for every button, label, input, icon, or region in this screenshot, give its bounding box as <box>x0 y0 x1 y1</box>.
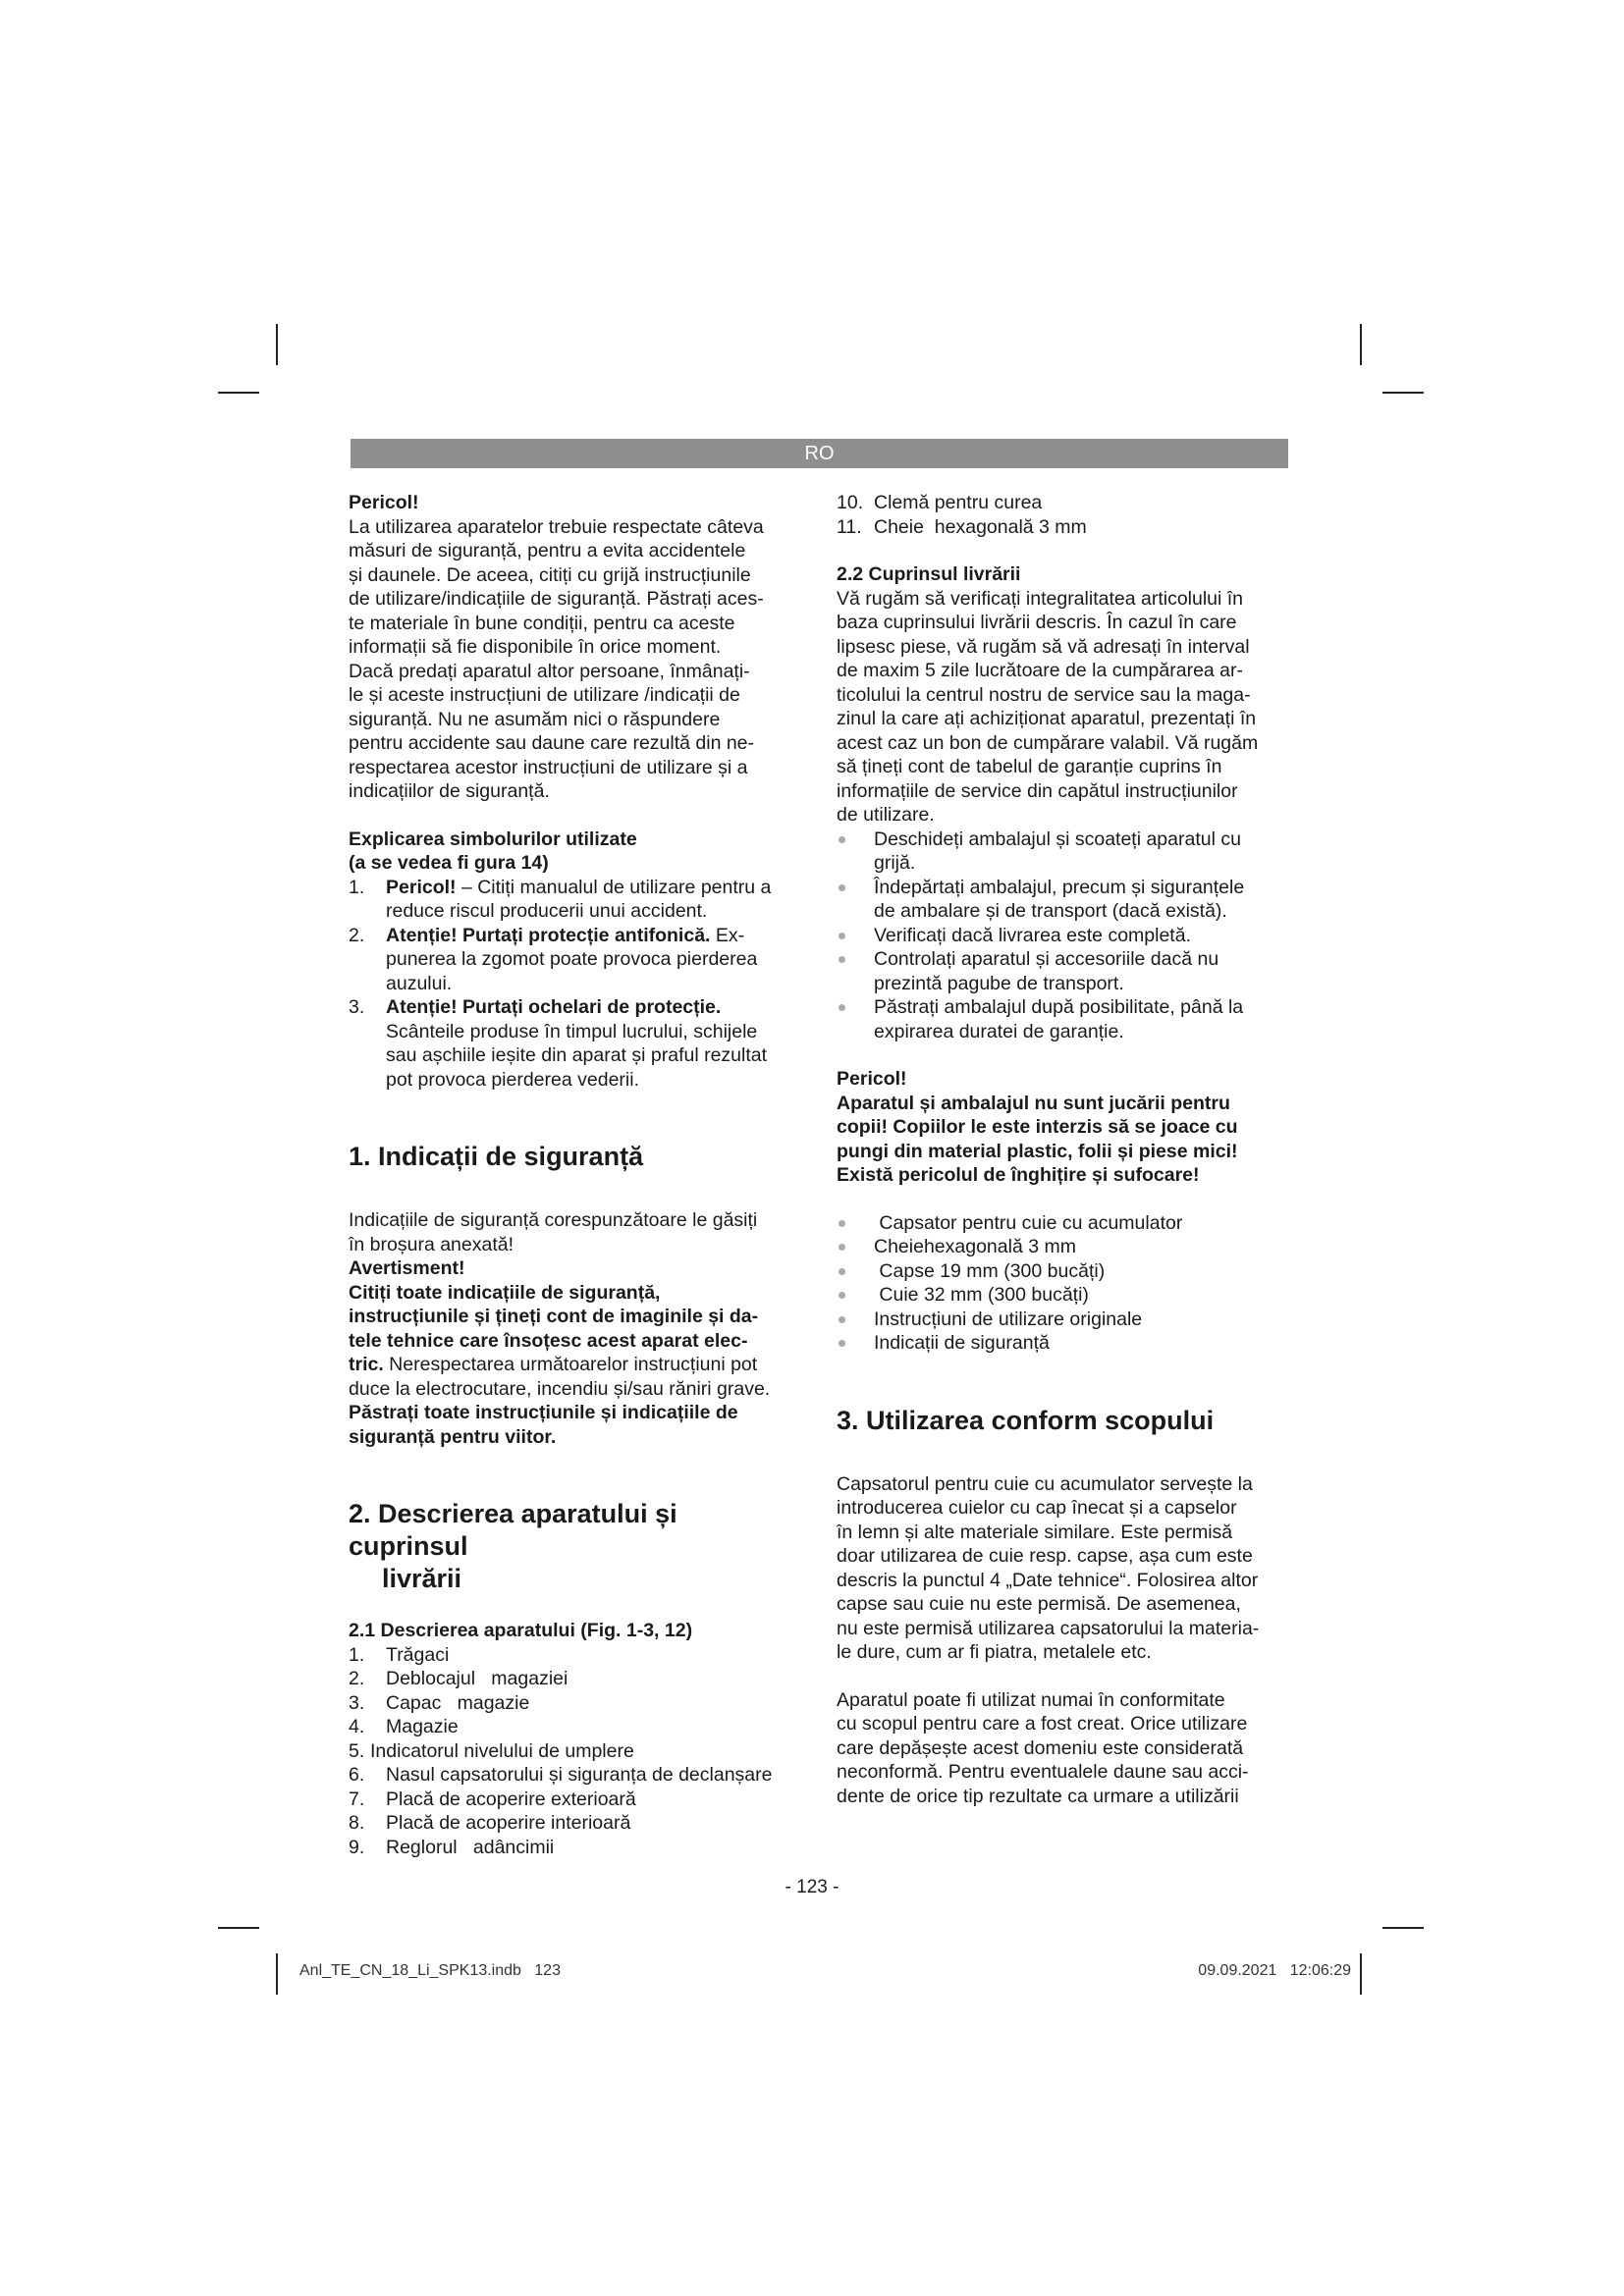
text-line: în broșura anexată! <box>349 1233 514 1255</box>
text-line: tele tehnice care însoțesc acest aparat elec- <box>349 1329 748 1352</box>
text-line: La utilizarea aparatelor trebuie respectate câteva <box>349 515 764 538</box>
text-line: Există pericolul de înghițire și sufocare! <box>837 1164 1200 1186</box>
text-line: le și aceste instrucțiuni de utilizare /indicații de <box>349 684 740 706</box>
part-label: Nasul capsatorului și siguranța de declanșare <box>386 1764 773 1786</box>
bullet-icon <box>839 1004 845 1011</box>
text-line: acest caz un bon de cumpărare valabil. Vă rugăm <box>837 731 1259 754</box>
symbols-list <box>349 876 800 1093</box>
pericol-paragraph <box>349 515 800 804</box>
avertisment-heading: Avertisment! <box>349 1257 465 1279</box>
delivery-paragraph <box>837 587 1288 828</box>
text-line: descris la punctul 4 „Date tehnice“. Folosirea altor <box>837 1569 1259 1591</box>
text-line: Vă rugăm să verificați integralitatea articolului în <box>837 587 1244 610</box>
list-item <box>349 1788 800 1812</box>
text-line: Deschideți ambalajul și scoateți aparatul cu <box>874 828 1241 850</box>
text-line: ticolului la centrul nostru de service sau la maga- <box>837 683 1251 706</box>
text-line: și daunele. De aceea, citiți cu grijă instrucțiunile <box>349 563 751 586</box>
text-line: Indicațiile de siguranță corespunzătoare le găsiți <box>349 1209 758 1231</box>
section-1-title: 1. Indicații de siguranță <box>349 1142 644 1171</box>
subsection-2-1-title: 2.1 Descrierea aparatului (Fig. 1-3, 12) <box>349 1620 693 1641</box>
text-line: Aparatul și ambalajul nu sunt jucării pentru <box>837 1092 1230 1114</box>
text-line: Păstrați toate instrucțiunile și indicațiile de <box>349 1402 738 1423</box>
list-item <box>349 995 800 1092</box>
text-line: neconformă. Pentru eventualele daune sau acci- <box>837 1761 1249 1783</box>
parts-list-continued <box>837 491 1288 539</box>
bullet-icon <box>839 1292 845 1299</box>
section-3-title: 3. Utilizarea conform scopului <box>837 1405 1215 1435</box>
part-label: Clemă pentru curea <box>874 492 1043 513</box>
text-line: lipsesc piese, vă rugăm să vă adresați în interval <box>837 635 1250 658</box>
list-item <box>349 1715 800 1739</box>
text-line: Citiți toate indicațiile de siguranță, <box>349 1281 661 1304</box>
list-item <box>349 876 800 924</box>
list-item <box>837 924 1288 948</box>
list-number: 9. <box>349 1836 365 1858</box>
text-line: sau așchiile ieșite din aparat și praful rezultat <box>386 1044 768 1066</box>
text-line: Îndepărtați ambalajul, precum și siguranțele <box>874 876 1245 898</box>
content-item-label: Indicații de siguranță <box>874 1332 1050 1354</box>
text-line: le dure, cum ar fi piatra, metalele etc. <box>837 1641 1152 1663</box>
parts-list <box>349 1643 800 1860</box>
list-item <box>837 1259 1288 1284</box>
part-label: Indicatorul nivelului de umplere <box>370 1739 634 1762</box>
contents-list <box>837 1211 1288 1356</box>
section-2-title <box>349 1498 800 1595</box>
text-line: reduce riscul producerii unui accident. <box>386 900 708 922</box>
part-label: Placă de acoperire interioară <box>386 1812 631 1834</box>
crop-mark <box>276 1953 278 1995</box>
text-line: baza cuprinsului livrării descris. În cazul în care <box>837 612 1237 633</box>
text-line: dente de orice tip rezultate ca urmare a utilizării <box>837 1785 1239 1807</box>
pericol-heading: Pericol! <box>349 492 419 513</box>
list-number: 8. <box>349 1812 365 1834</box>
text-line: siguranță. Nu ne asumăm nici o răspundere <box>349 708 721 730</box>
content-item-label: Cheiehexagonală 3 mm <box>874 1236 1076 1257</box>
text-line: respectarea acestor instrucțiuni de utilizare și a <box>349 756 748 778</box>
section-2-title-line: 2. Descrierea aparatului și cuprinsul <box>349 1499 677 1561</box>
part-label: Cheie hexagonală 3 mm <box>874 515 1087 538</box>
list-number: 2. <box>349 924 365 946</box>
list-item <box>349 1667 800 1691</box>
text-line: zinul la care ați achiziționat aparatul, prezentați în <box>837 708 1257 729</box>
bullet-icon <box>839 1340 845 1347</box>
symbol-title: Atenție! Purtați ochelari de protecție. <box>386 996 722 1018</box>
list-item <box>837 947 1288 995</box>
list-item <box>837 1283 1288 1308</box>
list-item <box>349 1811 800 1836</box>
text-line: de maxim 5 zile lucrătoare de la cumpărarea ar- <box>837 660 1244 681</box>
symbol-text: – Citiți manualul de utilizare pentru a <box>456 876 772 898</box>
bullet-icon <box>839 1244 845 1251</box>
text-line <box>349 1353 800 1377</box>
list-number: 11. <box>837 515 862 538</box>
list-item <box>349 924 800 996</box>
crop-mark <box>1382 392 1424 394</box>
symbol-title: Pericol! <box>386 876 457 898</box>
text-line: indicațiilor de siguranță. <box>349 780 550 802</box>
symbol-title: Atenție! Purtați protecție antifonică. <box>386 924 711 946</box>
subsection-2-2-title: 2.2 Cuprinsul livrării <box>837 563 1021 585</box>
list-item <box>837 995 1288 1043</box>
list-item <box>349 1643 800 1668</box>
text-line: grijă. <box>874 852 916 874</box>
text-line: doar utilizarea de cuie resp. capse, așa cum este <box>837 1545 1253 1567</box>
language-header-bar <box>351 439 1288 468</box>
text-line: punerea la zgomot poate provoca pierderea <box>386 948 758 970</box>
bullet-icon <box>839 1268 845 1275</box>
text-line: de ambalare și de transport (dacă există). <box>874 900 1227 922</box>
text-line: Controlați aparatul și accesoriile dacă nu <box>874 948 1219 970</box>
symbols-heading-ref: (a se vedea fi gura 14) <box>349 852 549 874</box>
text-line: nu este permisă utilizarea capsatorului la materia- <box>837 1617 1260 1639</box>
symbol-text: Ex- <box>710 924 745 946</box>
part-label: Reglorul adâncimii <box>386 1836 555 1858</box>
left-column <box>349 491 800 1859</box>
list-number: 10. <box>837 492 864 513</box>
section-2-title-line: livrării <box>382 1564 462 1593</box>
text-line: expirarea duratei de garanție. <box>874 1020 1124 1042</box>
text-line: auzului. <box>386 972 453 994</box>
text-line: în lemn și alte materiale similare. Este permisă <box>837 1521 1233 1543</box>
text-line: pungi din material plastic, folii și piese mici! <box>837 1140 1238 1162</box>
text-line: Aparatul poate fi utilizat numai în conformitate <box>837 1688 1225 1711</box>
footer-datetime: 09.09.2021 12:06:29 <box>1198 1962 1351 1979</box>
text-line: măsuri de siguranță, pentru a evita accidentele <box>349 540 746 561</box>
text-line: capse sau cuie nu este permisă. De asemenea, <box>837 1593 1241 1615</box>
part-label: Magazie <box>386 1716 459 1737</box>
pericol-2-heading: Pericol! <box>837 1068 907 1090</box>
content-item-label: Instrucțiuni de utilizare originale <box>874 1308 1143 1330</box>
text-line: pot provoca pierderea vederii. <box>386 1068 639 1091</box>
list-number: 3. <box>349 996 365 1018</box>
bullet-icon <box>839 956 845 963</box>
list-item <box>837 1308 1288 1332</box>
text-line: instrucțiunile și țineți cont de imaginile și da- <box>349 1306 759 1327</box>
bullet-icon <box>839 1220 845 1227</box>
list-number: 1. <box>349 876 365 898</box>
part-label: Trăgaci <box>386 1643 450 1666</box>
right-column <box>837 491 1288 1808</box>
text-fragment: Nerespectarea următoarelor instrucțiuni pot <box>383 1354 758 1375</box>
part-label: Capac magazie <box>386 1691 530 1714</box>
list-item <box>837 876 1288 924</box>
content-item-label: Cuie 32 mm (300 bucăți) <box>874 1284 1089 1306</box>
bullet-icon <box>839 1316 845 1323</box>
crop-mark <box>218 1927 259 1929</box>
text-line: informațiile de service din capătul instrucțiunilor <box>837 779 1238 802</box>
bold-fragment: tric. <box>349 1354 384 1375</box>
list-number: 7. <box>349 1788 365 1810</box>
text-line: informații să fie disponibile în orice moment. <box>349 636 722 658</box>
content-item-label: Capsator pentru cuie cu acumulator <box>874 1211 1183 1234</box>
list-item <box>837 515 1288 540</box>
use-paragraph-2 <box>837 1688 1288 1809</box>
list-number: 2. <box>349 1668 365 1689</box>
content-item-label: Capse 19 mm (300 bucăți) <box>874 1259 1106 1282</box>
symbols-heading: Explicarea simbolurilor utilizate <box>349 828 637 850</box>
list-item <box>837 828 1288 876</box>
part-label: Placă de acoperire exterioară <box>386 1788 636 1810</box>
list-number: 5. <box>349 1739 365 1762</box>
crop-mark <box>1382 1927 1424 1929</box>
crop-mark <box>1360 324 1362 365</box>
list-number: 3. <box>349 1691 365 1714</box>
text-line: Capsatorul pentru cuie cu acumulator servește la <box>837 1472 1253 1495</box>
language-label: RO <box>804 443 835 464</box>
list-number: 6. <box>349 1764 365 1786</box>
text-line: de utilizare. <box>837 804 935 826</box>
text-line: Verificați dacă livrarea este completă. <box>874 924 1191 946</box>
list-item <box>837 1331 1288 1356</box>
list-item <box>349 1691 800 1716</box>
crop-mark <box>276 324 278 365</box>
crop-mark <box>1360 1953 1362 1995</box>
list-item <box>837 1235 1288 1259</box>
text-line: pentru accidente sau daune care rezultă din ne- <box>349 732 755 754</box>
bullet-icon <box>839 933 845 939</box>
text-line: Dacă predați aparatul altor persoane, înmânați- <box>349 660 750 682</box>
bullet-icon <box>839 836 845 843</box>
list-item <box>349 1836 800 1860</box>
text-line: Scânteile produse în timpul lucrului, schijele <box>386 1020 758 1042</box>
list-item <box>837 491 1288 515</box>
list-item <box>349 1763 800 1788</box>
list-number: 1. <box>349 1643 365 1666</box>
list-item <box>837 1211 1288 1236</box>
text-line: duce la electrocutare, incendiu și/sau răniri grave. <box>349 1377 771 1400</box>
footer-file-name: Anl_TE_CN_18_Li_SPK13.indb 123 <box>299 1962 561 1979</box>
text-line: de utilizare/indicațiile de siguranță. Păstrați aces- <box>349 588 764 610</box>
text-line: te materiale în bune condiții, pentru ca aceste <box>349 612 735 634</box>
text-line: care depășește acest domeniu este considerată <box>837 1736 1244 1759</box>
text-line: prezintă pagube de transport. <box>874 972 1124 994</box>
list-number: 4. <box>349 1716 365 1737</box>
text-line: să țineți cont de tabelul de garanție cuprins în <box>837 756 1222 777</box>
crop-mark <box>218 392 259 394</box>
unpack-list <box>837 828 1288 1044</box>
text-line: Păstrați ambalajul după posibilitate, până la <box>874 996 1244 1018</box>
list-item <box>349 1739 800 1764</box>
text-line: cu scopul pentru care a fost creat. Orice utilizare <box>837 1713 1248 1735</box>
page-number: - 123 - <box>785 1877 839 1897</box>
text-line: siguranță pentru viitor. <box>349 1425 557 1448</box>
text-line: copii! Copiilor le este interzis să se joace cu <box>837 1116 1238 1138</box>
bullet-icon <box>839 884 845 891</box>
text-line: introducerea cuielor cu cap înecat și a capselor <box>837 1497 1237 1519</box>
part-label: Deblocajul magaziei <box>386 1668 568 1689</box>
use-paragraph-1 <box>837 1472 1288 1665</box>
